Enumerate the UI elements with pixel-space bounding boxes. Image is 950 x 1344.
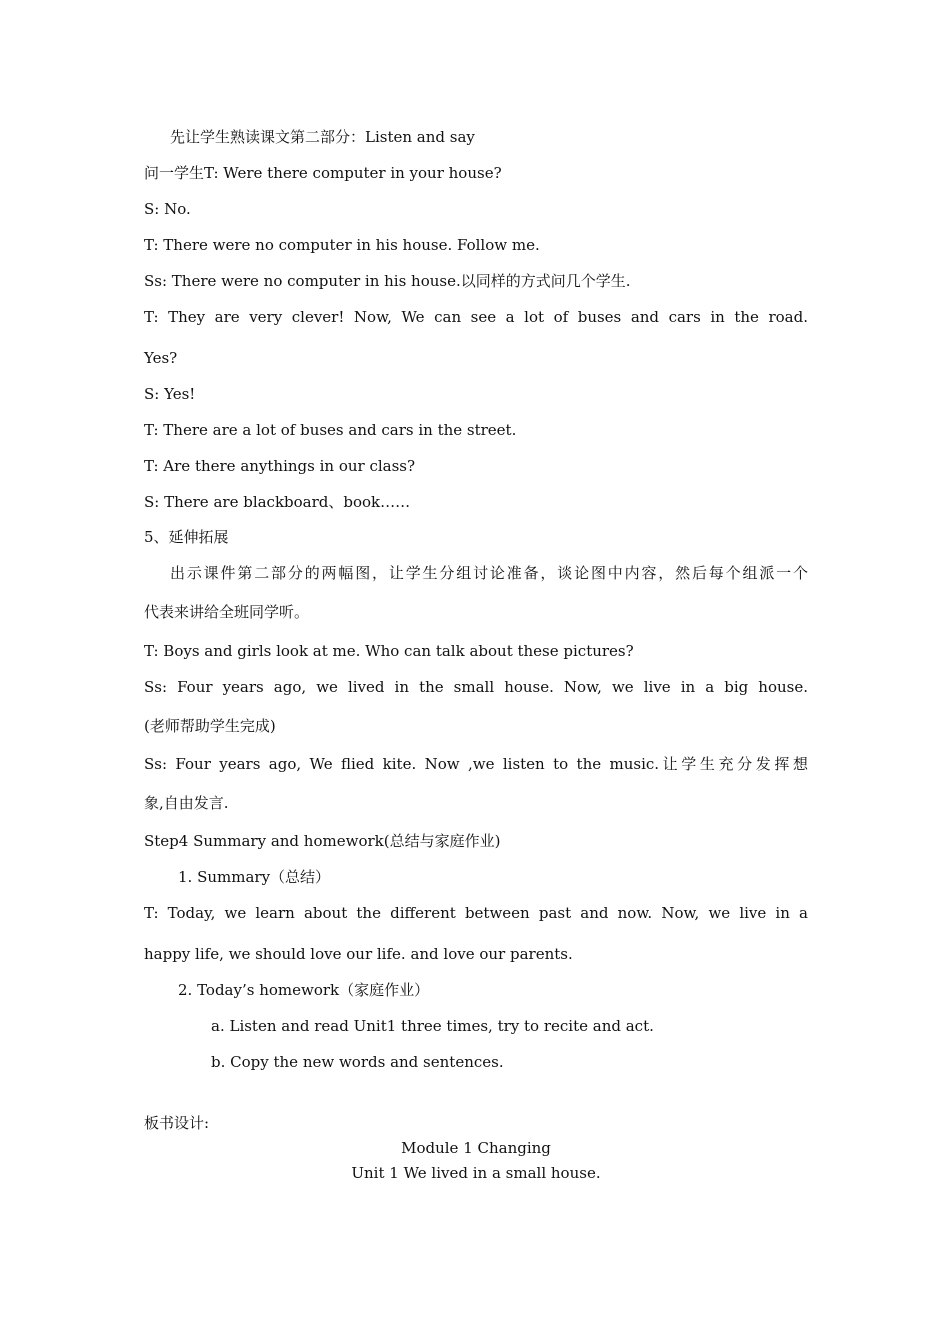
dialogue-line: T: Boys and girls look at me. Who can talk about these pictures? — [144, 642, 634, 660]
paragraph-text: 出示课件第二部分的两幅图，让学生分组讨论准备，谈论图中内容，然后每个组派一个 — [170, 564, 808, 582]
dialogue-line: Ss: There were no computer in his house.以同样的方式问几个学生. — [144, 272, 631, 290]
dialogue-line: Ss: Four years ago, We flied kite. Now ,we listen to the music.让学生充分发挥想 — [144, 755, 808, 773]
paragraph-text: 象,自由发言. — [144, 794, 229, 812]
sub-list-item: b. Copy the new words and sentences. — [211, 1053, 504, 1071]
dialogue-line: T: There are a lot of buses and cars in the street. — [144, 421, 517, 439]
dialogue-line: happy life, we should love our life. and love our parents. — [144, 945, 573, 963]
dialogue-line: T: Today, we learn about the different between past and now. Now, we live in a — [144, 904, 808, 922]
paragraph-text: (老师帮助学生完成) — [144, 717, 276, 735]
board-design-label: 板书设计: — [144, 1114, 210, 1132]
dialogue-line: T: They are very clever! Now, We can see a lot of buses and cars in the road. — [144, 308, 808, 326]
dialogue-line: S: Yes! — [144, 385, 196, 403]
paragraph-text: 代表来讲给全班同学听。 — [144, 603, 310, 621]
list-item: 2. Today’s homework（家庭作业） — [178, 981, 430, 999]
dialogue-line: S: There are blackboard、book…… — [144, 493, 411, 511]
section-heading: 5、延伸拓展 — [144, 528, 229, 546]
dialogue-line: 问一学生T: Were there computer in your house? — [144, 164, 502, 182]
board-subtitle: Unit 1 We lived in a small house. — [351, 1164, 601, 1182]
dialogue-line: T: There were no computer in his house. Follow me. — [144, 236, 540, 254]
dialogue-line: S: No. — [144, 200, 191, 218]
list-item: 1. Summary（总结） — [178, 868, 331, 886]
dialogue-line: Yes? — [144, 349, 178, 367]
paragraph-intro: 先让学生熟读课文第二部分：Listen and say — [170, 128, 475, 146]
board-title: Module 1 Changing — [401, 1139, 551, 1157]
sub-list-item: a. Listen and read Unit1 three times, try to recite and act. — [211, 1017, 654, 1035]
dialogue-line: Ss: Four years ago, we lived in the small house. Now, we live in a big house. — [144, 678, 808, 696]
step-heading: Step4 Summary and homework(总结与家庭作业) — [144, 832, 501, 850]
dialogue-line: T: Are there anythings in our class? — [144, 457, 416, 475]
